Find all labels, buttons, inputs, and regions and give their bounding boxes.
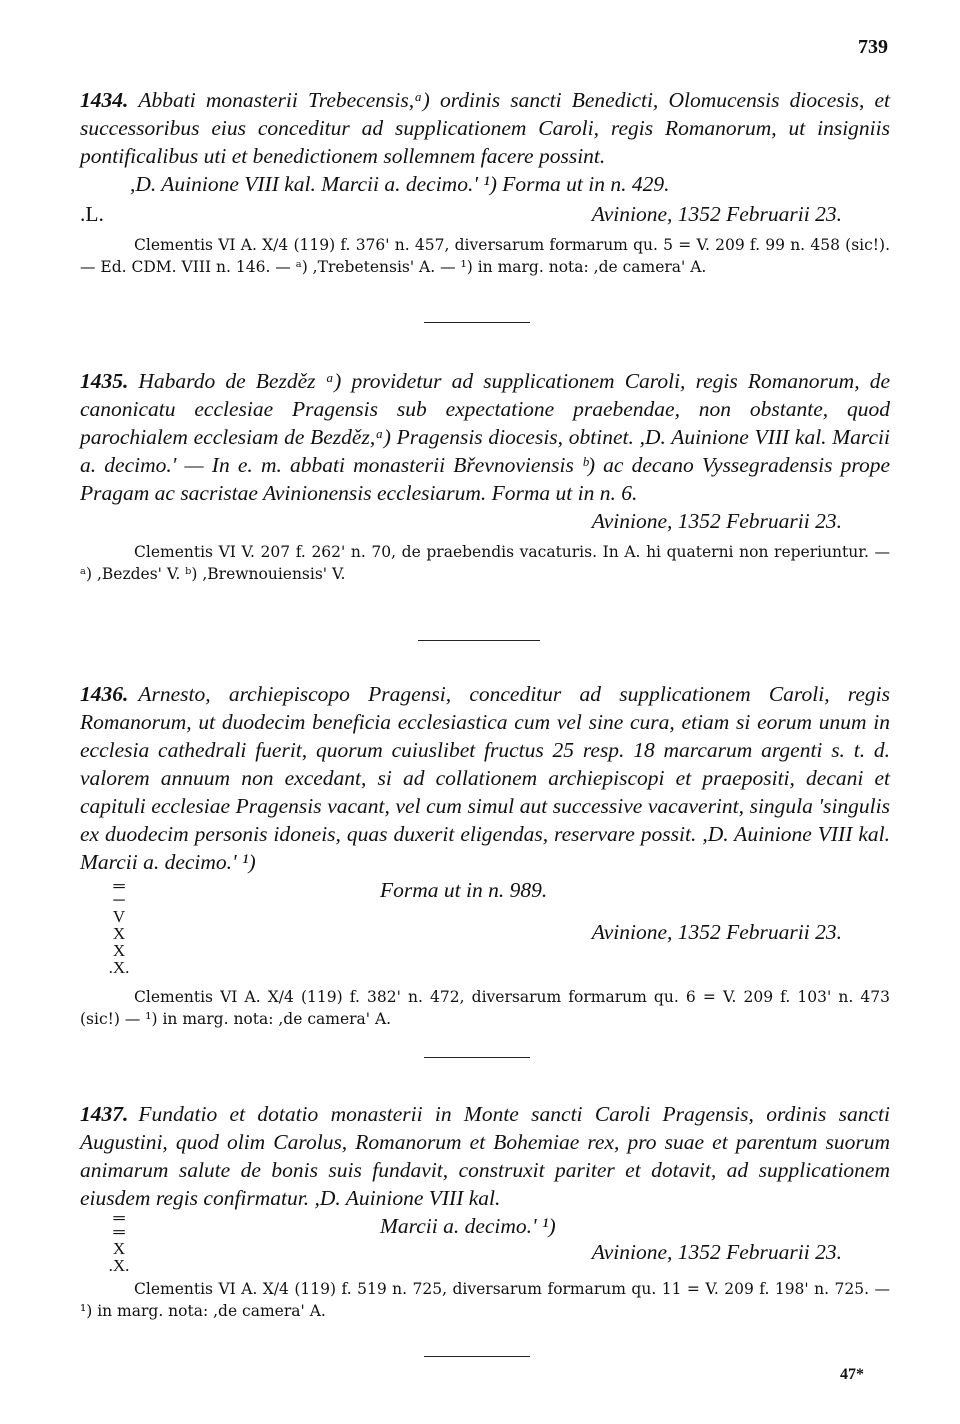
separator-rule — [418, 640, 540, 641]
entry-1434 — [80, 86, 890, 278]
entry-text: Fundatio et dotatio monasterii in Monte sancti Caroli Pragensis, ordinis sancti Augustini, quod olim Carolus, Romanorum et Bohemiae rex, pro suae et parentum suorum animarum salute de bonis suis fundavit, construxit pariter et dotavit, ad supplicationem eiusdem regis confirmatur. ,D. Auinione VIII kal. — [80, 1102, 890, 1210]
entry-1435 — [80, 367, 890, 585]
entry-number: 1436. — [80, 682, 129, 706]
page-number: 739 — [858, 36, 888, 58]
entry-date: Avinione, 1352 Februarii 23. — [591, 509, 842, 533]
signature-mark: 47* — [840, 1366, 864, 1383]
entry-number: 1434. — [80, 88, 129, 112]
entry-1437 — [80, 1100, 890, 1322]
separator-rule — [424, 1356, 530, 1357]
separator-rule — [424, 322, 530, 323]
source-note: Clementis VI A. X/4 (119) f. 382' n. 472, diversarum formarum qu. 6 = V. 209 f. 103' n. 473 (sic!) — ¹) in marg. nota: ,de camera' A. — [80, 988, 890, 1028]
entry-1436 — [80, 680, 890, 1030]
entry-number: 1435. — [80, 369, 129, 393]
entry-dating-clause: Marcii a. decimo.' ¹) — [380, 1214, 556, 1238]
source-note: Clementis VI V. 207 f. 262' n. 70, de praebendis vacaturis. In A. hi quaterni non reperiuntur. — ᵃ) ,Bezdes' V. ᵇ) ,Brewnouiensis' V. — [80, 543, 890, 583]
entry-number: 1437. — [80, 1102, 129, 1126]
entry-date: Avinione, 1352 Februarii 23. — [591, 202, 842, 226]
entry-dating-clause: ,D. Auinione VIII kal. Marcii a. decimo.' ¹) Forma ut in n. 429. — [130, 172, 670, 196]
entry-text: Arnesto, archiepiscopo Pragensi, conceditur ad supplicationem Caroli, regis Romanorum, ut duodecim beneficia ecclesiastica cum vel sine cura, etiam si eorum unum in ecclesia cathedrali fuerit, quorum cuiuslibet fructus 25 resp. 18 marcarum argenti s. t. d. valorem annuum non excedant, si ad collationem archiepiscopi et praepositi, decani et capituli ecclesiae Pragensis vacant, vel cum simul aut successive vacaverint, singula 'singulis ex duodecim personis idoneis, quas duxerit eligendas, reservare possit. ,D. Auinione VIII kal. Marcii a. decimo.' ¹) — [80, 682, 890, 874]
entry-text: Habardo de Bezděz ᵃ) providetur ad supplicationem Caroli, regis Romanorum, de canonicatu ecclesiae Pragensis sub expectatione praebendae, non obstante, quod parochialem ecclesiam de Bezděz,ᵃ) Pragensis diocesis, obtinet. ,D. Auinione VIII kal. Marcii a. decimo.' — In e. m. abbati monasterii Břevnoviensis ᵇ) ac decano Vyssegradensis prope Pragam ac sacristae Avinionensis ecclesiarum. Forma ut in n. 6. — [80, 369, 890, 505]
source-note: Clementis VI A. X/4 (119) f. 519 n. 725, diversarum formarum qu. 11 = V. 209 f. 198' n. 725. — ¹) in marg. nota: ,de camera' A. — [80, 1280, 890, 1320]
entry-text: Abbati monasterii Trebecensis,ᵃ) ordinis sancti Benedicti, Olomucensis diocesis, et successoribus eius conceditur ad supplicationem Caroli, regis Romanorum, ut insigniis pontificalibus uti et benedictionem sollemnem facere possint. — [80, 88, 890, 168]
sigil-mark: .L. — [80, 202, 104, 226]
separator-rule — [424, 1057, 530, 1058]
chancery-sigil: ═ ═ X .X. — [108, 1210, 130, 1275]
entry-date: Avinione, 1352 Februarii 23. — [591, 1240, 842, 1264]
entry-forma: Forma ut in n. 989. — [380, 878, 548, 902]
source-note: Clementis VI A. X/4 (119) f. 376' n. 457, diversarum formarum qu. 5 = V. 209 f. 99 n. 458 (sic!). — Ed. CDM. VIII n. 146. — ᵃ) ,Trebetensis' A. — ¹) in marg. nota: ,de camera' A. — [80, 236, 890, 276]
entry-date: Avinione, 1352 Februarii 23. — [591, 920, 842, 944]
chancery-sigil: ═ ─ V X X .X. — [108, 878, 130, 977]
